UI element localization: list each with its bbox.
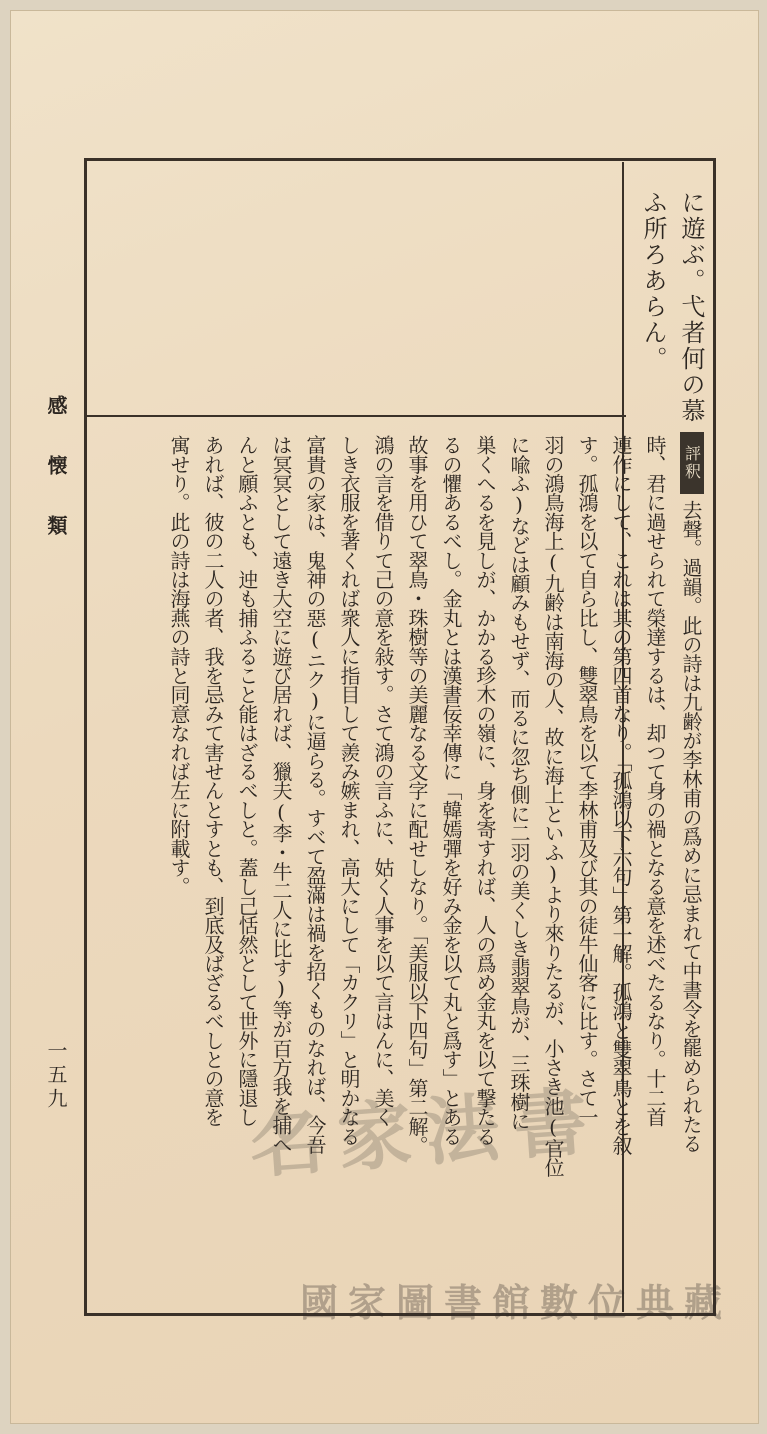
commentary-column: 羽の鴻鳥海上(九齢は南海の人、故に海上といふ)より來りたるが、小さき池(官位: [541, 435, 565, 1177]
commentary-column: 鴻の言を借りて己の意を敍す。さて鴻の言ふに、姑く人事を以て言はんに、美く: [371, 435, 395, 1127]
commentary-column: す。孤鴻を以て自ら比し、雙翠鳥を以て李林甫及び其の徒牛仙客に比す。さて一: [575, 435, 599, 1127]
commentary-column: あれば、彼の二人の者、我を忌みて害せんとすとも、到底及ばざるべしとの意を: [201, 435, 225, 1127]
watermark: 名家法書: [246, 1078, 604, 1189]
commentary-column: 時、君に過せられて榮達するは、却つて身の禍となる意を述べたるなり。十二首: [643, 435, 667, 1127]
commentary-column: は冥冥として遠き大空に遊び居れば、獵夫(李・牛二人に比す)等が百方我を捕へ: [269, 435, 293, 1154]
commentary-column: 故事を用ひて翠鳥・珠樹等の美麗なる文字に配せしなり。「美服以下四句」第二解。: [405, 435, 429, 1155]
side-title: 感懐類: [44, 395, 68, 575]
library-watermark: 國家圖書館數位典藏: [300, 1280, 733, 1325]
poem-line: ふ所ろあらん。: [639, 190, 667, 372]
frame-divider-horizontal: [84, 415, 626, 417]
page-number: 一五九: [44, 1040, 68, 1112]
commentary-column: に喩ふ)などは顧みもせず、而るに忽ち側に二羽の美くしき翡翠鳥が、三珠樹に: [507, 435, 531, 1131]
commentary-column: 連作にして、これは其の第四首なり。「孤鴻以下六句」第一解。孤鴻と雙翠鳥とを叙: [609, 435, 633, 1155]
poem-line: に遊ぶ。弋者何の慕: [677, 190, 705, 424]
commentary-column: しき衣服を著くれば衆人に指目して羨み嫉まれ、高大にして「カクリ」と明かなる: [337, 435, 361, 1146]
commentary-column: 富貴の家は、鬼神の惡(ニク)に逼らる。すべて盈滿は禍を招くものなれば、今吾: [303, 435, 327, 1154]
commentary-column: るの懼あるべし。金丸とは漢書佞幸傳に「韓嫣彈を好み金を以て丸と爲す」とある: [439, 435, 463, 1146]
commentary-column: んと願ふとも、迚も捕ふること能はざるべしと。蓋し己恬然として世外に隱退し: [235, 435, 259, 1127]
commentary-column: 寓せり。此の詩は海燕の詩と同意なれば左に附載す。: [167, 435, 191, 896]
commentary-label: 評釈: [680, 432, 704, 494]
commentary-column: 巣くへるを見しが、かかる珍木の嶺に、身を寄すれば、人の爲め金丸を以て撃たる: [473, 435, 497, 1146]
commentary-column: 去聲。過韻。此の詩は九齢が李林甫の爲めに忌まれて中書令を罷められたる: [679, 500, 703, 1153]
